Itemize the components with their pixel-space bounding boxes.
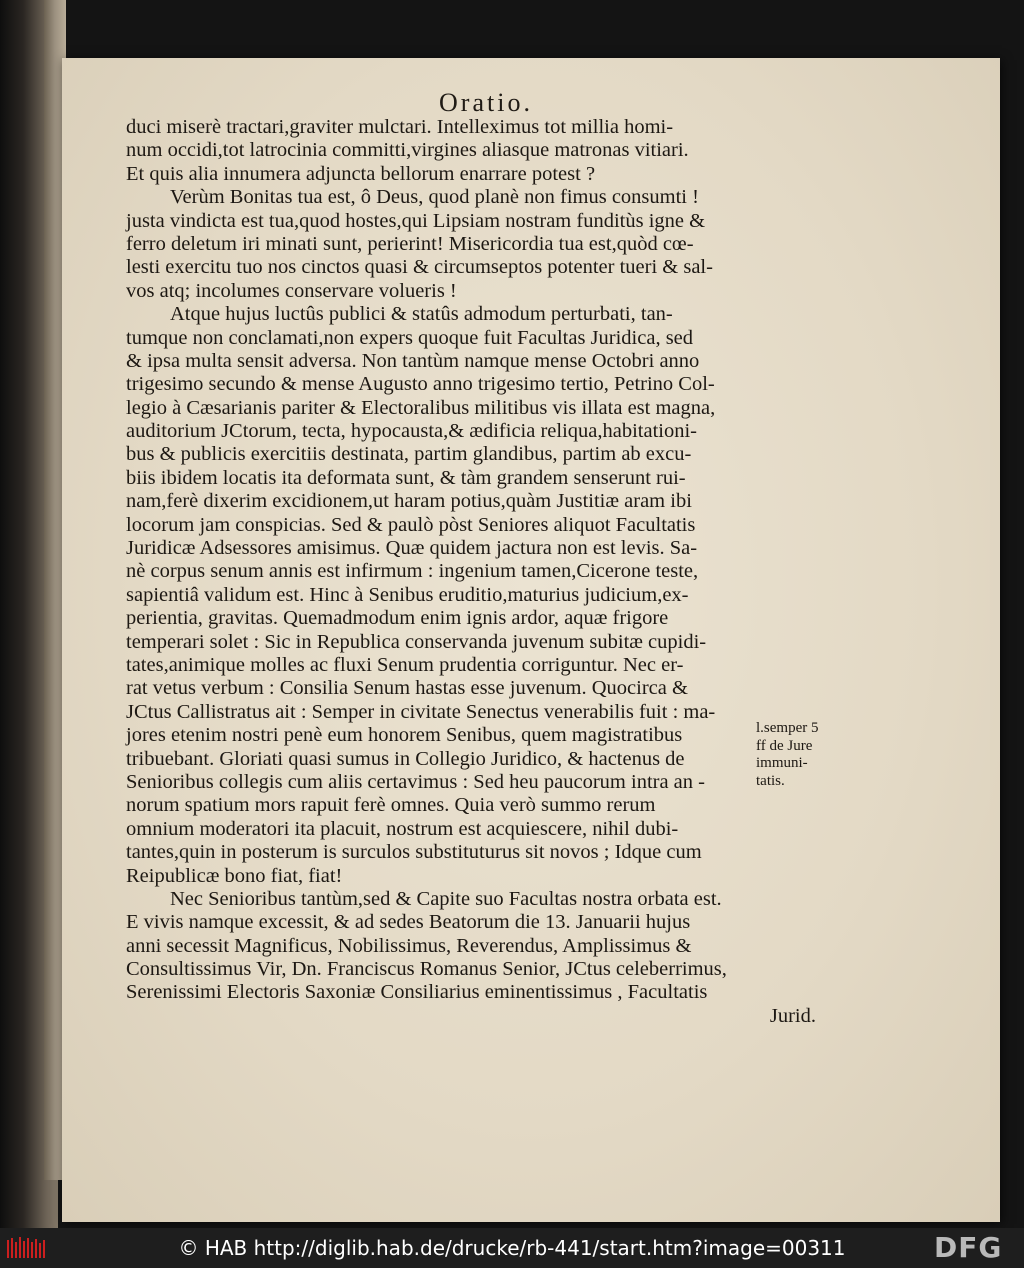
scanned-page xyxy=(62,58,1000,1222)
text-line: Jurid. xyxy=(769,1004,816,1027)
text-line: bus & publicis exercitiis destinata, partim glandibus, partim ab excu- xyxy=(126,443,692,466)
text-line: Consultissimus Vir, Dn. Franciscus Romanus Senior, JCtus celeberrimus, xyxy=(126,958,727,981)
text-line: nam,ferè dixerim excidionem,ut haram potius,quàm Justitiæ aram ibi xyxy=(126,490,692,513)
text-line: legio à Cæsarianis pariter & Electoralibus militibus vis illata est magna, xyxy=(126,396,716,419)
text-line: & ipsa multa sensit adversa. Non tantùm namque mense Octobri anno xyxy=(126,349,700,372)
text-line: JCtus Callistratus ait : Semper in civitate Senectus venerabilis fuit : ma- xyxy=(126,700,716,723)
text-line: auditorium JCtorum, tecta, hypocausta,& ædificia reliqua,habitationi- xyxy=(126,420,698,443)
text-line: Verùm Bonitas tua est, ô Deus, quod planè non fimus consumti ! xyxy=(170,186,699,209)
text-line: tumque non conclamati,non expers quoque fuit Facultas Juridica, sed xyxy=(126,326,694,349)
text-line: tribuebant. Gloriati quasi sumus in Collegio Juridico, & hactenus de xyxy=(126,747,685,770)
text-line: lesti exercitu tuo nos cinctos quasi & circumseptos potenter tueri & sal- xyxy=(126,256,713,279)
running-title: Oratio. xyxy=(439,88,533,117)
copyright-url: © HAB http://diglib.hab.de/drucke/rb-441/start.htm?image=00311 xyxy=(178,1236,846,1260)
body-text xyxy=(126,116,816,1028)
text-line: omnium moderatori ita placuit, nostrum est acquiescere, nihil dubi- xyxy=(126,817,679,840)
margin-note-line: l.semper 5 xyxy=(756,720,819,736)
margin-note-line: ff de Jure xyxy=(756,737,813,754)
text-line: biis ibidem locatis ita deformata sunt, & tàm grandem senserunt rui- xyxy=(126,466,686,489)
text-line: locorum jam conspicias. Sed & paulò pòst Seniores aliquot Facultatis xyxy=(126,513,696,536)
text-line: Senioribus collegis cum aliis certavimus : Sed heu paucorum intra an - xyxy=(126,770,705,793)
text-line: perientia, gravitas. Quemadmodum enim ignis ardor, aquæ frigore xyxy=(126,607,669,630)
text-line: Serenissimi Electoris Saxoniæ Consiliarius eminentissimus , Facultatis xyxy=(126,981,708,1004)
text-line: tates,animique molles ac fluxi Senum prudentia corriguntur. Nec er- xyxy=(126,653,684,676)
text-line: Atque hujus luctûs publici & statûs admodum perturbati, tan- xyxy=(170,303,673,326)
text-line: jores etenim nostri penè eum honorem Senibus, quem magistratibus xyxy=(126,724,683,747)
text-line: sapientiâ validum est. Hinc à Senibus eruditio,maturius judicium,ex- xyxy=(126,583,689,606)
text-line: nè corpus senum annis est infirmum : ingenium tamen,Cicerone teste, xyxy=(126,560,699,583)
text-line: rat vetus verbum : Consilia Senum hastas esse juvenum. Quocirca & xyxy=(126,677,688,700)
text-line: Nec Senioribus tantùm,sed & Capite suo Facultas nostra orbata est. xyxy=(170,887,722,910)
text-line: duci miserè tractari,graviter mulctari. Intelleximus tot millia homi- xyxy=(126,116,674,138)
text-line: justa vindicta est tua,quod hostes,qui Lipsiam nostram funditùs igne & xyxy=(126,209,706,232)
text-line: vos atq; incolumes conservare volueris ! xyxy=(126,279,457,302)
text-line: Juridicæ Adsessores amisimus. Quæ quidem jactura non est levis. Sa- xyxy=(126,537,698,560)
text-line: trigesimo secundo & mense Augusto anno trigesimo tertio, Petrino Col- xyxy=(126,373,715,396)
dfg-logo: DFG xyxy=(934,1231,1003,1264)
margin-note-line: tatis. xyxy=(756,772,785,789)
text-line: norum spatium mors rapuit ferè omnes. Quia verò summo rerum xyxy=(126,794,656,817)
text-line: anni secessit Magnificus, Nobilissimus, Reverendus, Amplissimus & xyxy=(126,934,692,957)
margin-note xyxy=(756,720,856,790)
text-line: E vivis namque excessit, & ad sedes Beatorum die 13. Januarii hujus xyxy=(126,911,691,934)
footer-bar xyxy=(0,1228,1024,1268)
text-line: tantes,quin in posterum is surculos substituturus sit novos ; Idque cum xyxy=(126,841,702,864)
text-line: ferro deletum iri minati sunt, perierint! Misericordia tua est,quòd cœ- xyxy=(126,232,694,255)
margin-note-line: immuni- xyxy=(756,755,808,771)
text-line: num occidi,tot latrocinia committi,virgines aliasque matronas vitiari. xyxy=(126,139,689,162)
text-line: temperari solet : Sic in Republica conservanda juvenum subitæ cupidi- xyxy=(126,630,707,653)
text-line: Reipublicæ bono fiat, fiat! xyxy=(126,864,343,887)
text-line: Et quis alia innumera adjuncta bellorum enarrare potest ? xyxy=(126,162,596,185)
